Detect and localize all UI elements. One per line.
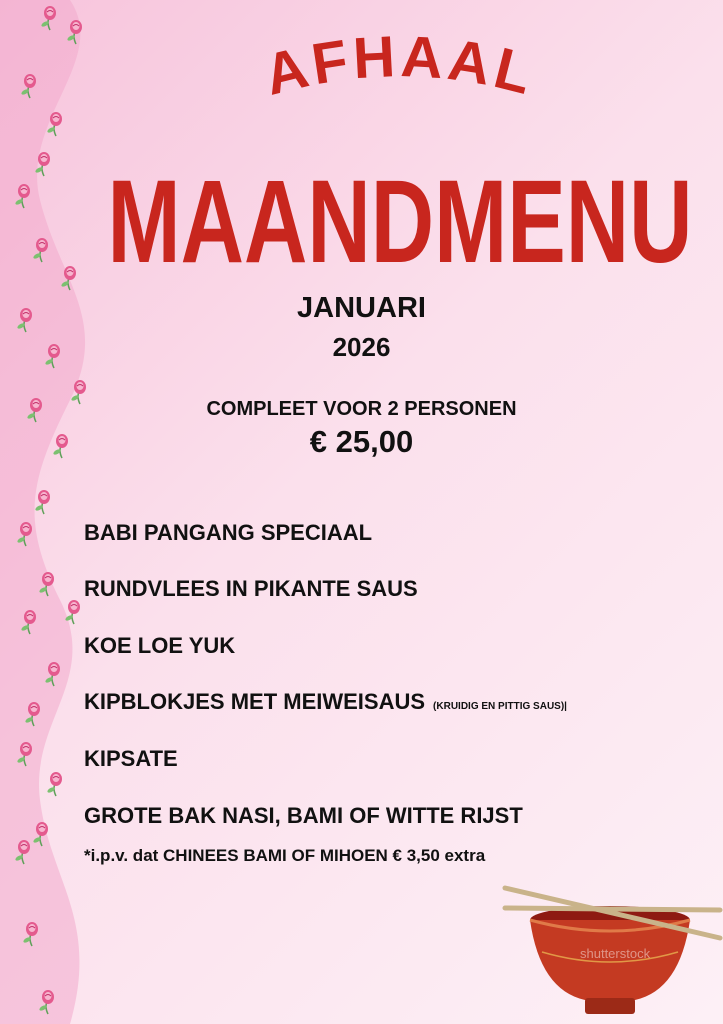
footnote: *i.p.v. dat CHINEES BAMI OF MIHOEN € 3,50 extra [84,846,486,865]
menu-item: BABI PANGANG SPECIAAL [84,520,373,545]
menu-item-note: (KRUIDIG EN PITTIG SAUS)| [433,701,567,712]
year: 2026 [332,332,391,362]
title-line1: AFHAAL [258,23,543,108]
rose-icon [30,488,58,516]
bowl-chopsticks-icon [500,880,723,1024]
rose-icon [34,988,62,1016]
offer-price: € 25,00 [309,424,414,459]
watermark: shutterstock [580,946,651,961]
rose-icon [12,740,40,768]
rose-icon [42,770,70,798]
rose-icon [40,660,68,688]
rose-icon [20,700,48,728]
menu-item: KIPSATE [84,746,178,771]
offer-subtitle: COMPLEET VOOR 2 PERSONEN [206,398,517,420]
title-line2: MAANDMENU [107,156,693,288]
rose-icon [12,520,40,548]
title-arch [0,0,723,300]
rose-icon [18,920,46,948]
rose-icon [16,608,44,636]
rose-icon [34,570,62,598]
menu-item [84,689,567,715]
month: JANUARI [297,292,426,324]
menu-item: RUNDVLEES IN PIKANTE SAUS [84,576,418,601]
menu-item: KOE LOE YUK [84,633,236,658]
menu-item: GROTE BAK NASI, BAMI OF WITTE RIJST [84,803,523,828]
menu-item-label: KIPBLOKJES MET MEIWEISAUS [84,689,426,714]
rose-icon [60,598,88,626]
rose-icon [10,838,38,866]
